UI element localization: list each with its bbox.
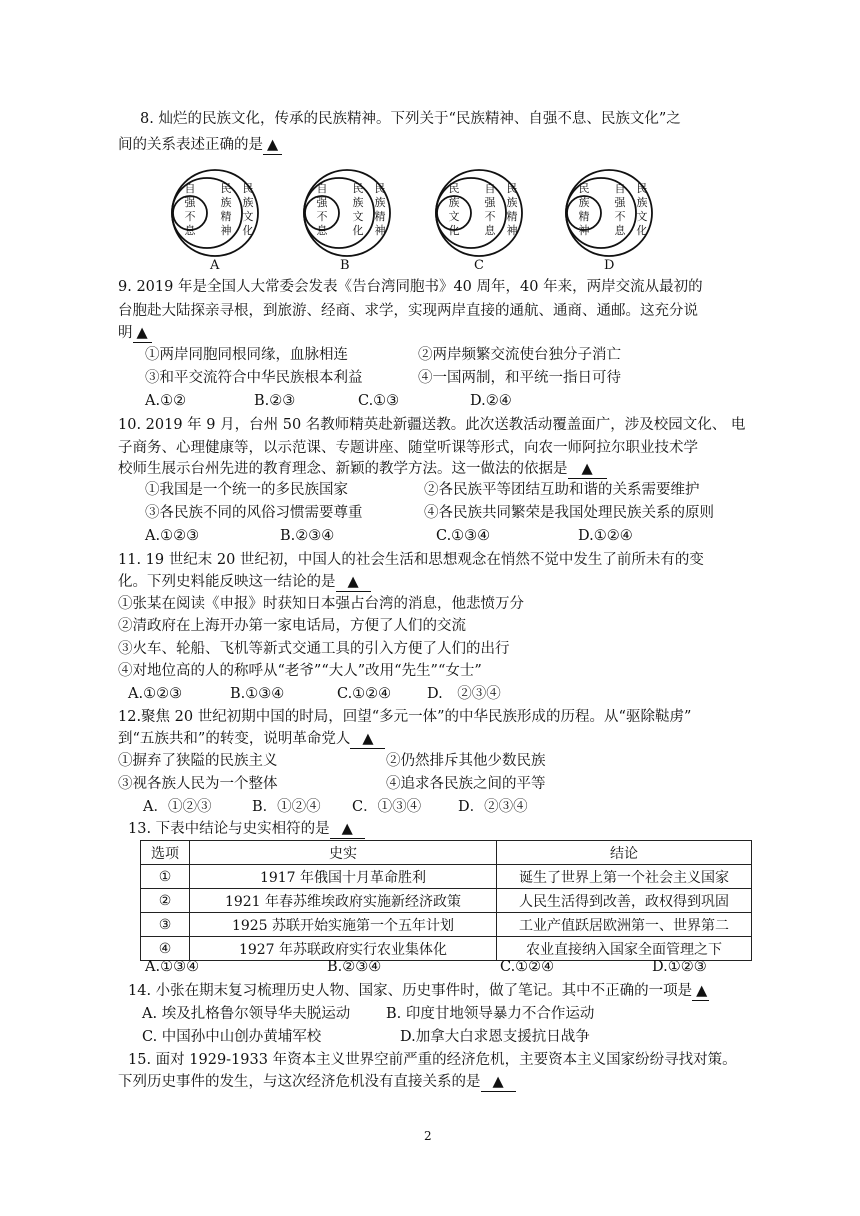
char: 化 <box>242 224 254 237</box>
q10-ans-c: C.①③④ <box>436 528 491 544</box>
q13-ans-c: C.①②④ <box>500 959 555 975</box>
char: 精 <box>506 210 518 223</box>
char: 息 <box>316 224 328 237</box>
char: 不 <box>484 210 496 223</box>
history-table <box>140 840 752 961</box>
q9-ans-b: B.②③ <box>254 393 296 409</box>
q15-answer-blank: ▲ <box>481 1073 516 1092</box>
q8-line2 <box>118 134 282 156</box>
header-fact: 史实 <box>190 841 497 865</box>
q9-ans-a: A.①② <box>145 393 187 409</box>
char: 自 <box>484 182 496 195</box>
table-cell: 工业产值跃居欧洲第一、世界第二 <box>497 913 752 937</box>
q9-stem: 明 <box>118 325 133 341</box>
q14-answer-blank: ▲ <box>692 982 709 1001</box>
char: 族 <box>352 196 364 209</box>
char: 族 <box>220 196 232 209</box>
q13-ans-a: A.①③④ <box>145 959 200 975</box>
char: 文 <box>242 210 254 223</box>
q11-opt2: ②清政府在上海开办第一家电话局，方便了人们的交流 <box>118 618 466 634</box>
char: 民 <box>448 182 460 195</box>
char: 不 <box>316 210 328 223</box>
char: 族 <box>448 196 460 209</box>
char: 化 <box>352 224 364 237</box>
diagram-c-label: C <box>474 258 484 273</box>
q10-answer-blank: ▲ <box>568 460 607 479</box>
q11-ans-b: B.①③④ <box>230 686 285 702</box>
char: 文 <box>448 210 460 223</box>
q11-line2 <box>118 571 371 593</box>
q11-opt3: ③火车、轮船、飞机等新式交通工具的引入方便了人们的出行 <box>118 641 510 657</box>
q10-ans-a: A.①②③ <box>145 528 200 544</box>
char: 族 <box>242 196 254 209</box>
q12-ans-b: B．①②④ <box>252 799 321 815</box>
q13-ans-b: B.②③④ <box>327 959 382 975</box>
char: 强 <box>484 196 496 209</box>
q15-line2 <box>118 1071 516 1093</box>
char: 神 <box>220 224 232 237</box>
char: 民 <box>374 182 386 195</box>
table-cell: 人民生活得到改善，政权得到巩固 <box>497 889 752 913</box>
char: 不 <box>184 210 196 223</box>
q12-ans-c: C．①③④ <box>352 799 422 815</box>
q12-opt3: ③视各族人民为一个整体 <box>118 776 278 792</box>
header-conclusion: 结论 <box>497 841 752 865</box>
char: 神 <box>578 224 590 237</box>
q9-line3 <box>118 322 152 344</box>
q12-opt4: ④追求各民族之间的平等 <box>386 776 546 792</box>
char: 强 <box>184 196 196 209</box>
q10-line3 <box>118 458 607 480</box>
header-option: 选项 <box>141 841 190 865</box>
diagram-a-label: A <box>210 258 220 273</box>
diagram-d-label: D <box>604 258 615 273</box>
page-number: 2 <box>424 1129 432 1143</box>
char: 神 <box>374 224 386 237</box>
table-cell: 1921 年春苏维埃政府实施新经济政策 <box>190 889 497 913</box>
char: 文 <box>352 210 364 223</box>
table-cell: ② <box>141 889 190 913</box>
q10-opt3: ③各民族不同的风俗习惯需要尊重 <box>145 505 363 521</box>
char: 精 <box>374 210 386 223</box>
table-cell: 1927 年苏联政府实行农业集体化 <box>190 937 497 961</box>
q9-opt1: ①两岸同胞同根同缘，血脉相连 <box>145 347 348 363</box>
q10-ans-b: B.②③④ <box>280 528 335 544</box>
q10-opt1: ①我国是一个统一的多民族国家 <box>145 482 348 498</box>
diagram-b <box>296 168 400 264</box>
char: 族 <box>506 196 518 209</box>
q8-line1: 8. 灿烂的民族文化，传承的民族精神。下列关于“民族精神、自强不息、民族文化”之 <box>140 111 681 127</box>
diagram-d <box>558 168 662 264</box>
char: 化 <box>448 224 460 237</box>
q13-answer-blank: ▲ <box>330 820 365 839</box>
char: 强 <box>614 196 626 209</box>
q9-ans-d: D.②④ <box>470 393 512 409</box>
q14-opt-d: D.加拿大白求恩支援抗日战争 <box>400 1029 590 1045</box>
table-cell: ① <box>141 865 190 889</box>
char: 自 <box>614 182 626 195</box>
char: 民 <box>578 182 590 195</box>
q13-line1 <box>128 818 365 840</box>
q14-opt-b: B. 印度甘地领导暴力不合作运动 <box>386 1006 595 1022</box>
q14-opt-c: C. 中国孙中山创办黄埔军校 <box>142 1029 322 1045</box>
char: 息 <box>184 224 196 237</box>
q10-stem: 校师生展示台州先进的教育理念、新颖的教学方法。这一做法的依据是 <box>118 461 568 477</box>
table-row <box>141 889 752 913</box>
q10-opt2: ②各民族平等团结互助和谐的关系需要维护 <box>424 482 700 498</box>
q14-opt-a: A. 埃及扎格鲁尔领导华夫脱运动 <box>142 1006 351 1022</box>
char: 民 <box>636 182 648 195</box>
q11-ans-c: C.①②④ <box>337 686 392 702</box>
char: 息 <box>484 224 496 237</box>
char: 自 <box>316 182 328 195</box>
q9-ans-c: C.①③ <box>358 393 400 409</box>
q11-opt1: ①张某在阅读《申报》时获知日本强占台湾的消息，他悲愤万分 <box>118 596 524 612</box>
char: 族 <box>578 196 590 209</box>
q11-answer-blank: ▲ <box>336 573 371 592</box>
q9-opt3: ③和平交流符合中华民族根本利益 <box>145 370 363 386</box>
table-cell: 1917 年俄国十月革命胜利 <box>190 865 497 889</box>
q15-line1: 15. 面对 1929-1933 年资本主义世界空前严重的经济危机，主要资本主义国家纷纷寻找对策。 <box>128 1052 737 1068</box>
table-header-row <box>141 841 752 865</box>
char: 不 <box>614 210 626 223</box>
q12-stem: 到“五族共和”的转变，说明革命党人 <box>118 731 351 747</box>
q12-ans-a: A．①②③ <box>143 799 212 815</box>
q10-line1: 10. 2019 年 9 月，台州 50 名教师精英赴新疆送教。此次送教活动覆盖面广，涉及校园文化、 电 <box>118 417 746 433</box>
char: 神 <box>506 224 518 237</box>
char: 精 <box>578 210 590 223</box>
q14-stem: 14. 小张在期末复习梳理历史人物、国家、历史事件时，做了笔记。其中不正确的一项是 <box>128 983 693 999</box>
q13-ans-d: D.①②③ <box>652 959 707 975</box>
q9-line2: 台胞赴大陆探亲寻根，到旅游、经商、求学，实现两岸直接的通航、通商、通邮。这充分说 <box>118 303 698 319</box>
table-row <box>141 913 752 937</box>
table-cell: 诞生了世界上第一个社会主义国家 <box>497 865 752 889</box>
q9-opt2: ②两岸频繁交流使台独分子消亡 <box>418 347 621 363</box>
diagram-c <box>428 168 532 264</box>
table-row <box>141 865 752 889</box>
q11-opt4: ④对地位高的人的称呼从“老爷”“大人”改用“先生”“女士” <box>118 663 482 679</box>
char: 文 <box>636 210 648 223</box>
q9-opt4: ④一国两制，和平统一指日可待 <box>418 370 621 386</box>
table-cell: ③ <box>141 913 190 937</box>
q10-line2: 子商务、心理健康等，以示范课、专题讲座、随堂听课等形式，向农一师阿拉尔职业技术学 <box>118 440 698 456</box>
table-cell: 1925 苏联开始实施第一个五年计划 <box>190 913 497 937</box>
char: 息 <box>614 224 626 237</box>
q11-ans-a: A.①②③ <box>128 686 183 702</box>
char: 族 <box>374 196 386 209</box>
char: 民 <box>506 182 518 195</box>
q12-line2 <box>118 728 385 750</box>
table-cell: ④ <box>141 937 190 961</box>
table-cell: 农业直接纳入国家全面管理之下 <box>497 937 752 961</box>
char: 强 <box>316 196 328 209</box>
diagram-a-inner <box>185 182 197 237</box>
diagram-a-middle <box>221 182 232 237</box>
char: 族 <box>636 196 648 209</box>
diagram-a <box>164 168 268 264</box>
q12-line1: 12.聚焦 20 世纪初期中国的时局，回望“多元一体”的中华民族形成的历程。从“驱除鞑虏” <box>118 709 692 725</box>
q8-stem: 间的关系表述正确的是 <box>118 137 263 153</box>
char: 民 <box>242 182 254 195</box>
diagram-a-outer <box>243 182 254 237</box>
q8-answer-blank: ▲ <box>263 136 282 155</box>
q10-opt4: ④各民族共同繁荣是我国处理民族关系的原则 <box>424 505 714 521</box>
char: 化 <box>636 224 648 237</box>
diagram-b-label: B <box>340 258 350 273</box>
char: 民 <box>220 182 232 195</box>
q12-answer-blank: ▲ <box>350 730 385 749</box>
q11-stem: 化。下列史料能反映这一结论的是 <box>118 574 336 590</box>
q12-opt2: ②仍然排斥其他少数民族 <box>386 753 546 769</box>
q11-line1: 11. 19 世纪末 20 世纪初，中国人的社会生活和思想观念在悄然不觉中发生了前所未有的变 <box>118 552 704 568</box>
q14-line1 <box>128 980 709 1002</box>
q13-stem: 13. 下表中结论与史实相符的是 <box>128 821 330 837</box>
q11-ans-d: D. ②③④ <box>427 686 501 702</box>
q9-line1: 9. 2019 年是全国人大常委会发表《告台湾同胞书》40 周年，40 年来，两岸交流从最初的 <box>118 279 703 295</box>
q9-answer-blank: ▲ <box>133 324 152 343</box>
q10-ans-d: D.①②④ <box>578 528 633 544</box>
q15-stem: 下列历史事件的发生，与这次经济危机没有直接关系的是 <box>118 1074 481 1090</box>
q12-opt1: ①摒弃了狭隘的民族主义 <box>118 753 278 769</box>
char: 精 <box>220 210 232 223</box>
char: 民 <box>352 182 364 195</box>
char: 自 <box>184 182 196 195</box>
q12-ans-d: D．②③④ <box>458 799 528 815</box>
